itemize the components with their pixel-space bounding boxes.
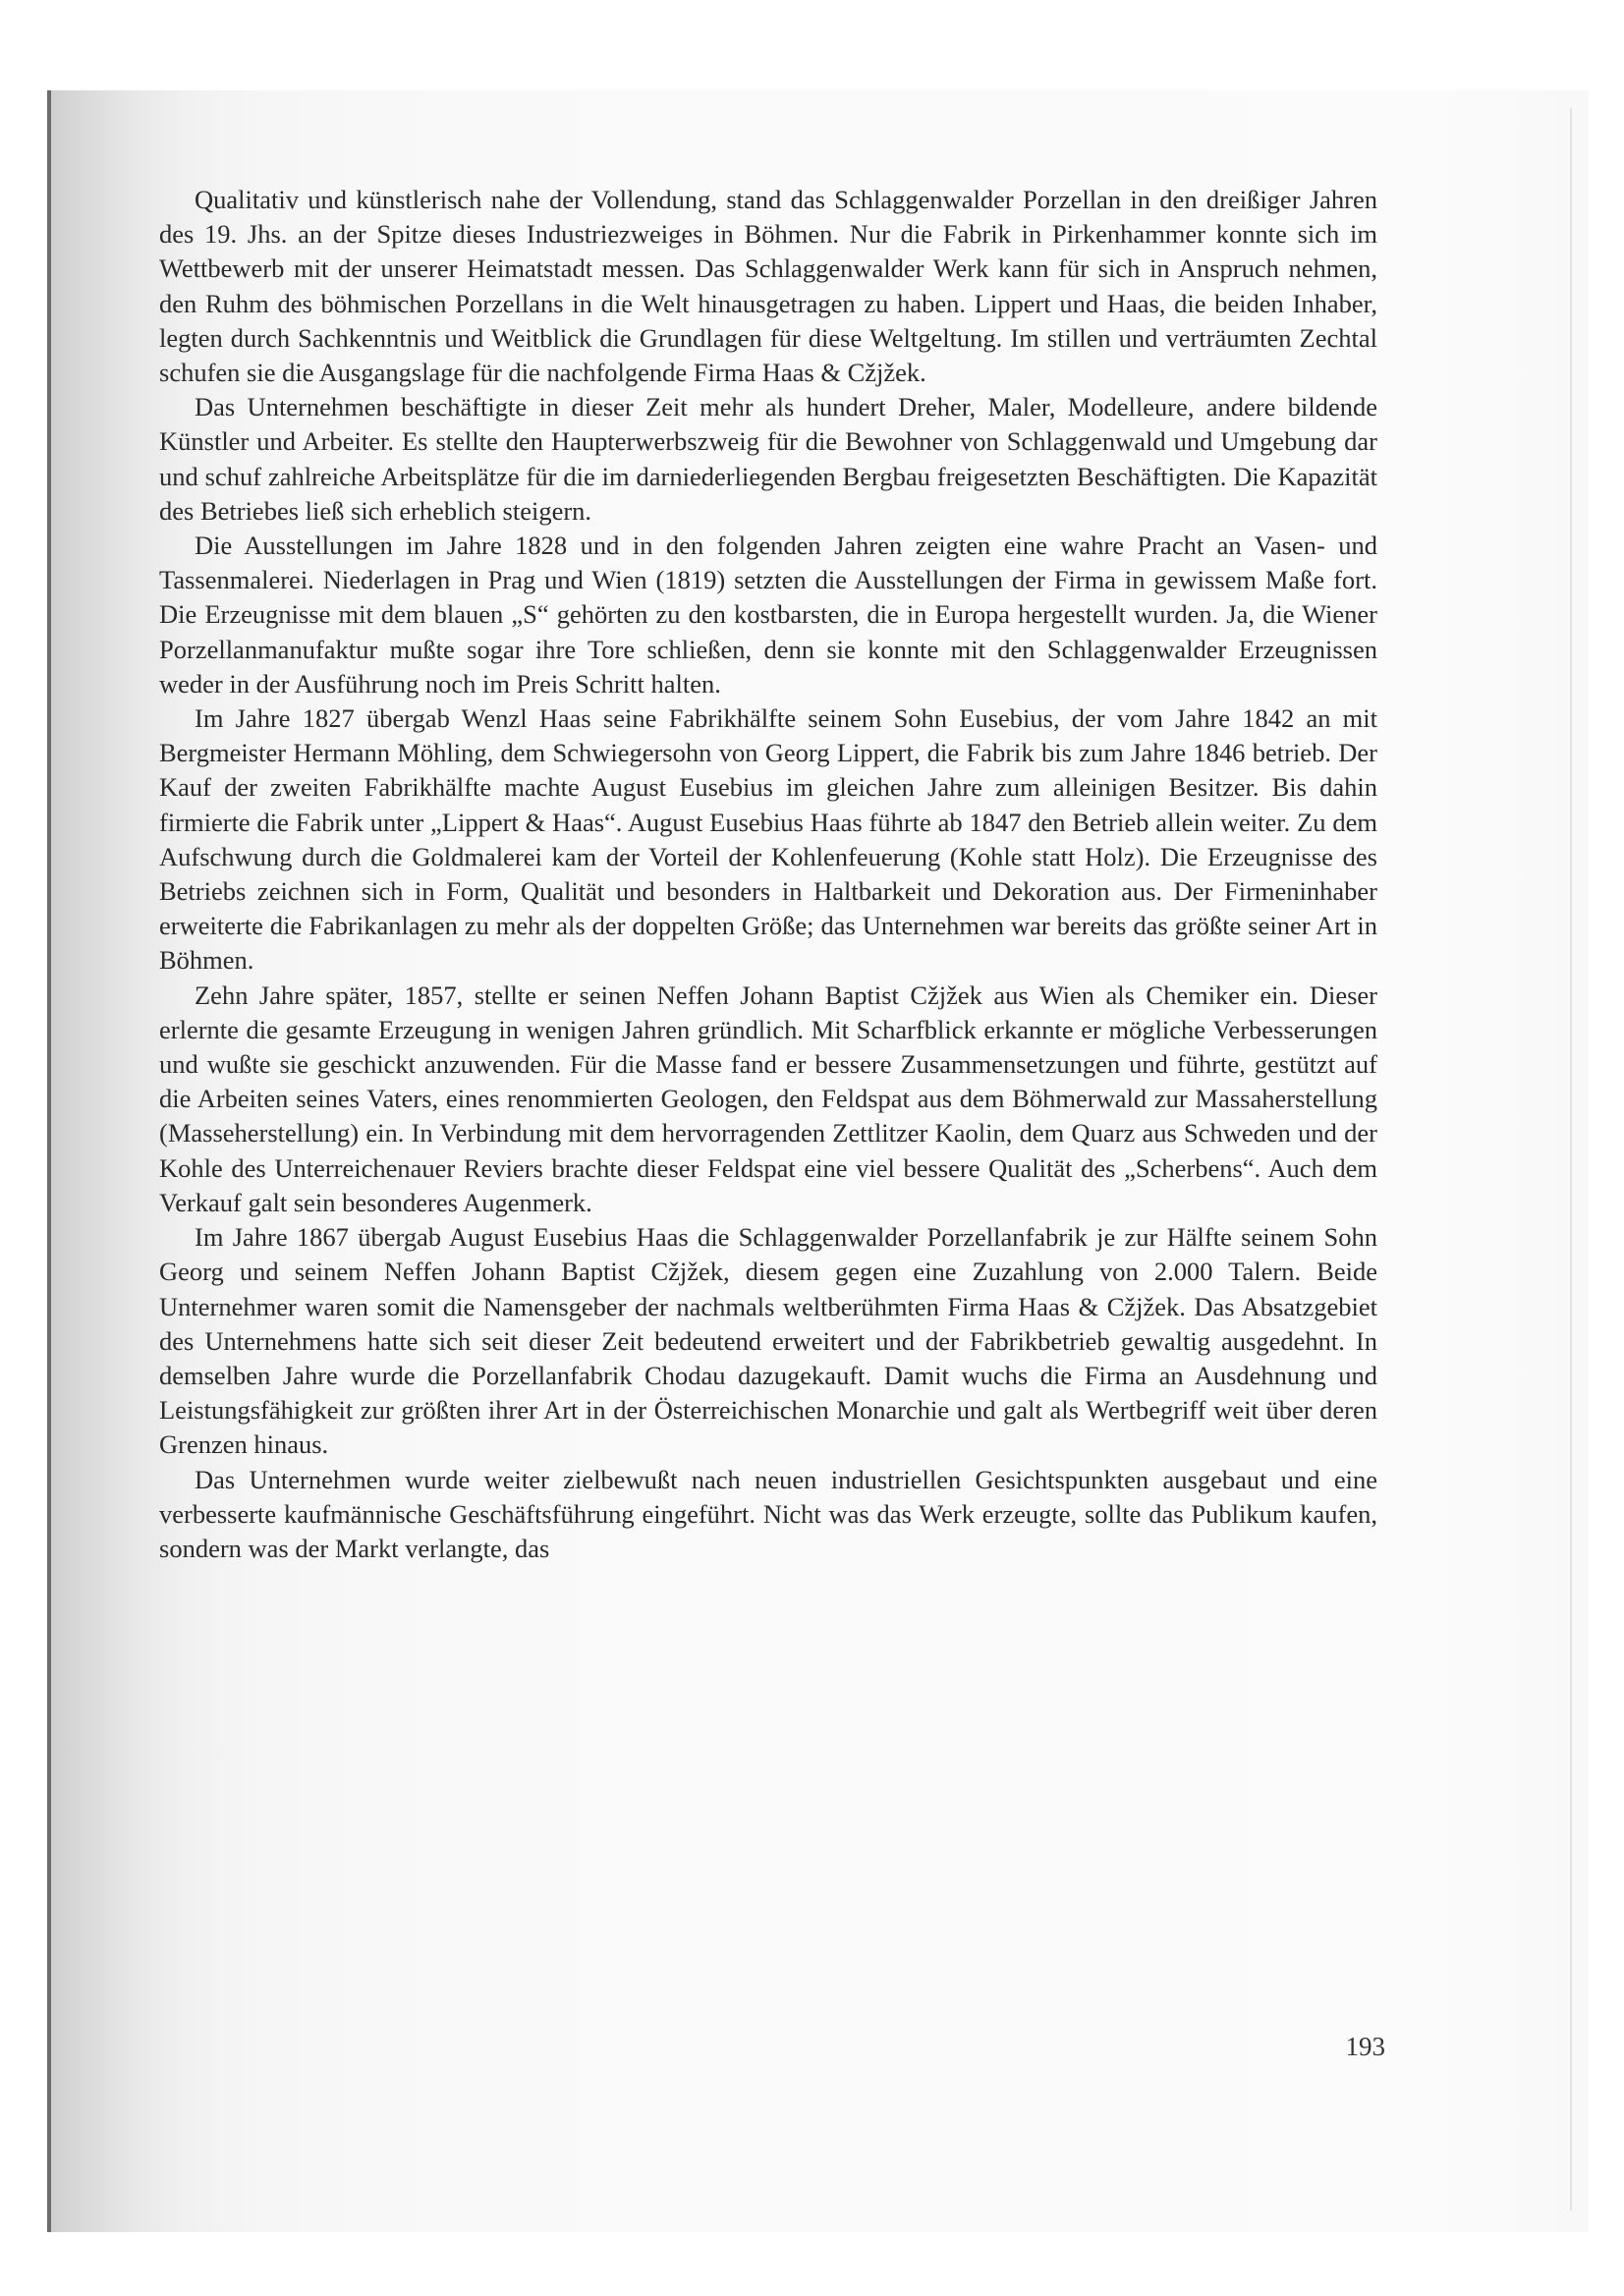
paragraph-4: Im Jahre 1827 übergab Wenzl Haas seine Fabrikhälfte seinem Sohn Eusebius, der vom Jahre 1842 an mit Bergmeister Hermann Möhling, dem Schwiegersohn von Georg Lippert, die Fabrik bis zum Jahre 1846 betrieb. Der Kauf der zweiten Fabrikhälfte machte August Eusebius im gleichen Jahre zum alleinigen Besitzer. Bis dahin firmierte die Fabrik unter „Lippert & Haas“. August Eusebius Haas führte ab 1847 den Betrieb allein weiter. Zu dem Aufschwung durch die Goldmalerei kam der Vorteil der Kohlenfeuerung (Kohle statt Holz). Die Erzeugnisse des Betriebs zeichnen sich in Form, Qualität und besonders in Haltbarkeit und Dekoration aus. Der Firmeninhaber erweiterte die Fabrikanlagen zu mehr als der doppelten Größe; das Unternehmen war bereits das größte seiner Art in Böhmen.	[159, 703, 1377, 976]
paragraph-5: Zehn Jahre später, 1857, stellte er seinen Neffen Johann Baptist Cžjžek aus Wien als Chemiker ein. Dieser erlernte die gesamte Erzeugung in wenigen Jahren gründlich. Mit Scharfblick erkannte er mögliche Verbesserungen und wußte sie geschickt anzuwenden. Für die Masse fand er bessere Zusammensetzungen und führte, gestützt auf die Arbeiten seines Vaters, eines renommierten Geologen, den Feldspat aus dem Böhmerwald zur Massaherstellung (Masseherstellung) ein. In Verbindung mit dem hervorragenden Zettlitzer Kaolin, dem Quarz aus Schweden und der Kohle des Unterreichenauer Reviers brachte dieser Feldspat eine viel bessere Qualität des „Scherbens“. Auch dem Verkauf galt sein besonderes Augenmerk.	[159, 980, 1377, 1217]
paragraph-1: Qualitativ und künstlerisch nahe der Vollendung, stand das Schlaggenwalder Porzellan in den dreißiger Jahren des 19. Jhs. an der Spitze dieses Industriezweiges in Böhmen. Nur die Fabrik in Pirkenhammer konnte sich im Wettbewerb mit der unserer Heimatstadt messen. Das Schlaggenwalder Werk kann für sich in Anspruch nehmen, den Ruhm des böhmischen Porzellans in die Welt hinausgetragen zu haben. Lippert und Haas, die beiden Inhaber, legten durch Sachkenntnis und Weitblick die Grundlagen für diese Weltgeltung. Im stillen und verträumten Zechtal schufen sie die Ausgangslage für die nachfolgende Firma Haas & Cžjžek.	[159, 185, 1377, 388]
paragraph-6: Im Jahre 1867 übergab August Eusebius Haas die Schlaggenwalder Porzellanfabrik je zur Hälfte seinem Sohn Georg und seinem Neffen Johann Baptist Cžjžek, diesem gegen eine Zuzahlung von 2.000 Talern. Beide Unternehmer waren somit die Namensgeber der nachmals weltberühmten Firma Haas & Cžjžek. Das Absatzgebiet des Unternehmens hatte sich seit dieser Zeit bedeutend erweitert und der Fabrikbetrieb gewaltig ausgedehnt. In demselben Jahre wurde die Porzellanfabrik Chodau dazugekauft. Damit wuchs die Firma an Ausdehnung und Leistungsfähigkeit zur größten ihrer Art in der Österreichischen Monarchie und galt als Wertbegriff weit über deren Grenzen hinaus.	[159, 1222, 1377, 1460]
body-text	[159, 183, 1377, 1566]
paragraph-3: Die Ausstellungen im Jahre 1828 und in den folgenden Jahren zeigten eine wahre Pracht an Vasen- und Tassenmalerei. Niederlagen in Prag und Wien (1819) setzten die Ausstellungen der Firma in gewissem Maße fort. Die Erzeugnisse mit dem blauen „S“ gehörten zu den kostbarsten, die in Europa hergestellt wurden. Ja, die Wiener Porzellanmanufaktur mußte sogar ihre Tore schließen, denn sie konnte mit den Schlaggenwalder Erzeugnissen weder in der Ausführung noch im Preis Schritt halten.	[159, 531, 1377, 699]
page-edge	[1570, 108, 1572, 2211]
paragraph-7: Das Unternehmen wurde weiter zielbewußt nach neuen industriellen Gesichtspunkten ausgebaut und eine verbesserte kaufmännische Geschäftsführung eingeführt. Nicht was das Werk erzeugte, sollte das Publikum kaufen, sondern was der Markt verlangte, das	[159, 1464, 1377, 1563]
page-number: 193	[1345, 2032, 1385, 2061]
paragraph-2: Das Unternehmen beschäftigte in dieser Zeit mehr als hundert Dreher, Maler, Modelleure, andere bildende Künstler und Arbeiter. Es stellte den Haupterwerbszweig für die Bewohner von Schlaggenwald und Umgebung dar und schuf zahlreiche Arbeitsplätze für die im darniederliegenden Bergbau freigesetzten Beschäftigten. Die Kapazität des Betriebes ließ sich erheblich steigern.	[159, 392, 1377, 526]
